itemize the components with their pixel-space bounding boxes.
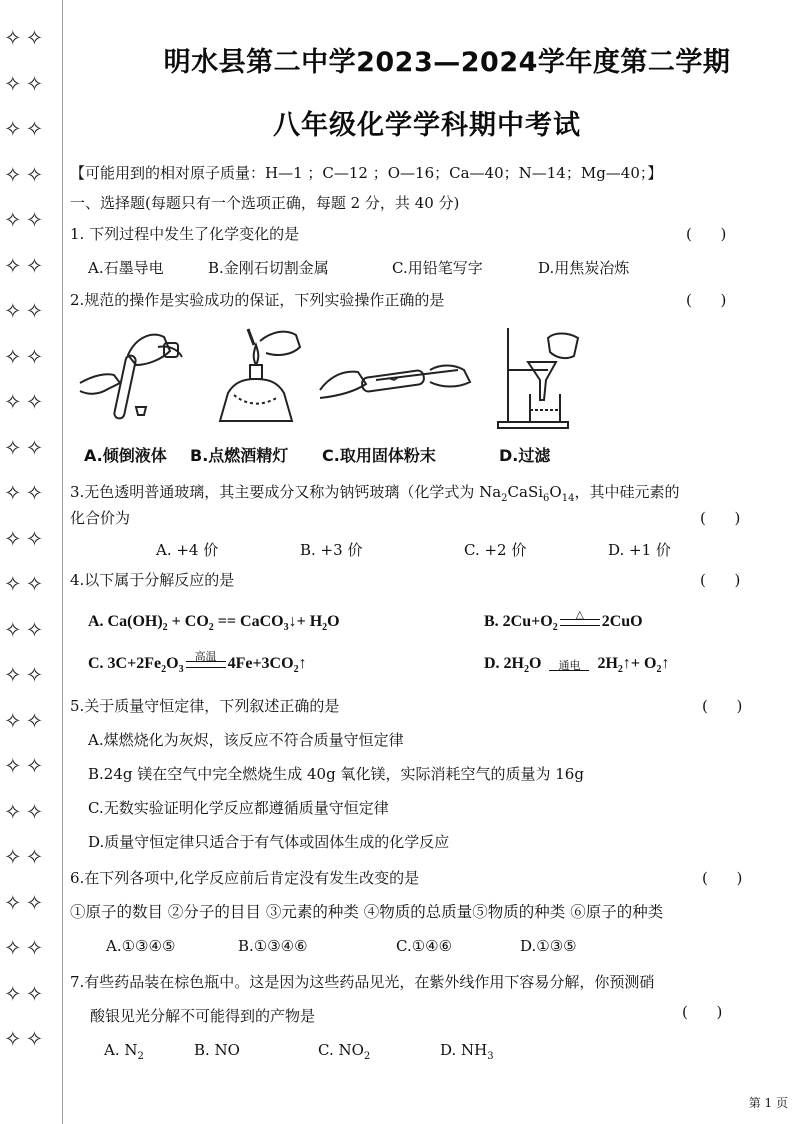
binding-margin <box>0 0 63 1124</box>
margin-sparkle-icon: ✧✧ <box>4 435 48 460</box>
question-7-stem-line2: 酸银见光分解不可能得到的产物是 <box>90 1007 316 1025</box>
margin-sparkle-icon: ✧✧ <box>4 26 48 50</box>
question-3-stem-line2: 化合价为 <box>70 509 131 527</box>
question-6-stem: 6.在下列各项中,化学反应前后肯定没有发生改变的是 <box>70 869 420 887</box>
margin-sparkle-icon: ✧✧ <box>4 890 48 915</box>
margin-sparkle-icon: ✧✧ <box>4 253 48 278</box>
margin-sparkle-icon: ✧✧ <box>4 162 48 187</box>
lighting-alcohol-lamp-illustration <box>200 325 310 425</box>
margin-sparkle-icon: ✧✧ <box>4 572 48 596</box>
margin-sparkle-icon: ✧✧ <box>4 344 48 369</box>
q5-option-b: B.24g 镁在空气中完全燃烧生成 40g 氧化镁，实际消耗空气的质量为 16g <box>88 765 584 783</box>
margin-sparkle-icon: ✧✧ <box>4 845 48 869</box>
exam-title: 八年级化学学科期中考试 <box>273 110 581 141</box>
q7-option-d: D. $NH_3$ <box>440 1041 494 1062</box>
q4-option-d: D. $2H_2O$ 通电 $2H_2↑+$ $O_2↑$ <box>484 655 670 676</box>
margin-sparkle-icon: ✧✧ <box>4 481 48 505</box>
question-2-stem: 2.规范的操作是实验成功的保证，下列实验操作正确的是 <box>70 291 445 309</box>
margin-sparkle-icon: ✧✧ <box>4 799 48 824</box>
q1-option-a: A.石墨导电 <box>88 259 164 277</box>
question-5-stem: 5.关于质量守恒定律，下列叙述正确的是 <box>70 697 340 715</box>
school-title: 明水县第二中学2023—2024学年度第二学期 <box>163 47 731 78</box>
q4-option-a: A. $Ca(OH)_2 + CO_2$ == CaCO$_3$↓+ $H_2O$ <box>88 613 340 634</box>
margin-sparkle-icon: ✧✧ <box>4 117 48 141</box>
answer-bracket: ( ) <box>702 697 743 715</box>
answer-bracket: ( ) <box>682 1003 723 1021</box>
q6-option-d: D.①③⑤ <box>520 937 577 955</box>
question-7-stem: 7.有些药品装在棕色瓶中。这是因为这些药品见光，在紫外线作用下容易分解，你预测硝 <box>70 973 655 991</box>
margin-sparkle-icon: ✧✧ <box>4 299 48 323</box>
margin-sparkle-icon: ✧✧ <box>4 617 48 642</box>
answer-bracket: ( ) <box>702 869 743 887</box>
q4-option-b: B. $2Cu+O_2$ △ 2CuO <box>484 612 643 638</box>
pouring-liquid-illustration <box>78 325 186 425</box>
q2-option-c: C.取用固体粉末 <box>322 446 436 465</box>
q7-option-b: B. NO <box>194 1041 240 1059</box>
page-number: 第 1 页 <box>748 1096 788 1110</box>
q4-option-c: C. $3C+2Fe_2O_3$ 高温 $4Fe+3CO_2↑$ <box>88 654 307 680</box>
answer-bracket: ( ) <box>686 291 727 309</box>
margin-sparkle-icon: ✧✧ <box>4 1027 48 1051</box>
margin-sparkle-icon: ✧✧ <box>4 936 48 960</box>
margin-sparkle-icon: ✧✧ <box>4 663 48 687</box>
q3-option-a: A. +4 价 <box>156 541 219 559</box>
margin-sparkle-icon: ✧✧ <box>4 526 48 551</box>
reaction-condition: 高温 <box>194 651 217 663</box>
q7-option-a: A. $N_2$ <box>104 1041 144 1062</box>
q3-option-d: D. +1 价 <box>608 541 671 559</box>
q5-option-d: D.质量守恒定律只适合于有气体或固体生成的化学反应 <box>88 833 450 851</box>
q1-option-b: B.金刚石切割金属 <box>208 259 329 277</box>
margin-sparkle-icon: ✧✧ <box>4 71 48 96</box>
q1-option-c: C.用铅笔写字 <box>392 259 483 277</box>
q6-option-c: C.①④⑥ <box>396 937 453 955</box>
question-4-stem: 4.以下属于分解反应的是 <box>70 571 235 589</box>
q2-option-d: D.过滤 <box>499 446 551 465</box>
q3-option-c: C. +2 价 <box>464 541 527 559</box>
q6-option-b: B.①③④⑥ <box>238 937 308 955</box>
margin-sparkle-icon: ✧✧ <box>4 708 48 733</box>
question-1-stem: 1. 下列过程中发生了化学变化的是 <box>70 225 300 243</box>
q5-option-a: A.煤燃烧化为灰烬，该反应不符合质量守恒定律 <box>88 731 404 749</box>
margin-sparkle-icon: ✧✧ <box>4 208 48 232</box>
reaction-condition: △ <box>575 609 584 621</box>
section-heading: 一、选择题(每题只有一个选项正确，每题 2 分，共 40 分) <box>70 194 460 212</box>
answer-bracket: ( ) <box>700 509 741 527</box>
margin-sparkle-icon: ✧✧ <box>4 981 48 1006</box>
q1-option-d: D.用焦炭冶炼 <box>538 259 630 277</box>
q6-items: ①原子的数目 ②分子的目目 ③元素的种类 ④物质的总质量⑤物质的种类 ⑥原子的种类 <box>70 903 664 921</box>
q2-option-a: A.倾倒液体 <box>84 446 167 465</box>
taking-solid-powder-illustration <box>318 340 473 410</box>
q7-option-c: C. $NO_2$ <box>318 1041 371 1062</box>
filtration-setup-illustration <box>494 324 584 430</box>
margin-sparkle-icon: ✧✧ <box>4 754 48 778</box>
reaction-condition: 通电 <box>558 660 581 672</box>
q5-option-c: C.无数实验证明化学反应都遵循质量守恒定律 <box>88 799 389 817</box>
q3-option-b: B. +3 价 <box>300 541 363 559</box>
margin-sparkle-icon: ✧✧ <box>4 390 48 414</box>
q2-option-b: B.点燃酒精灯 <box>190 446 289 465</box>
q6-option-a: A.①③④⑤ <box>106 937 176 955</box>
atomic-mass-note: 【可能用到的相对原子质量：H—1 ；C—12 ；O—16；Ca—40；N—14；Mg—40；】 <box>70 164 663 182</box>
exam-page <box>70 0 784 1124</box>
question-3-stem: 3.无色透明普通玻璃，其主要成分又称为钠钙玻璃（化学式为 $Na_2CaSi_6O_{14}$，其中硅元素的 <box>70 483 680 504</box>
answer-bracket: ( ) <box>686 225 727 243</box>
answer-bracket: ( ) <box>700 571 741 589</box>
